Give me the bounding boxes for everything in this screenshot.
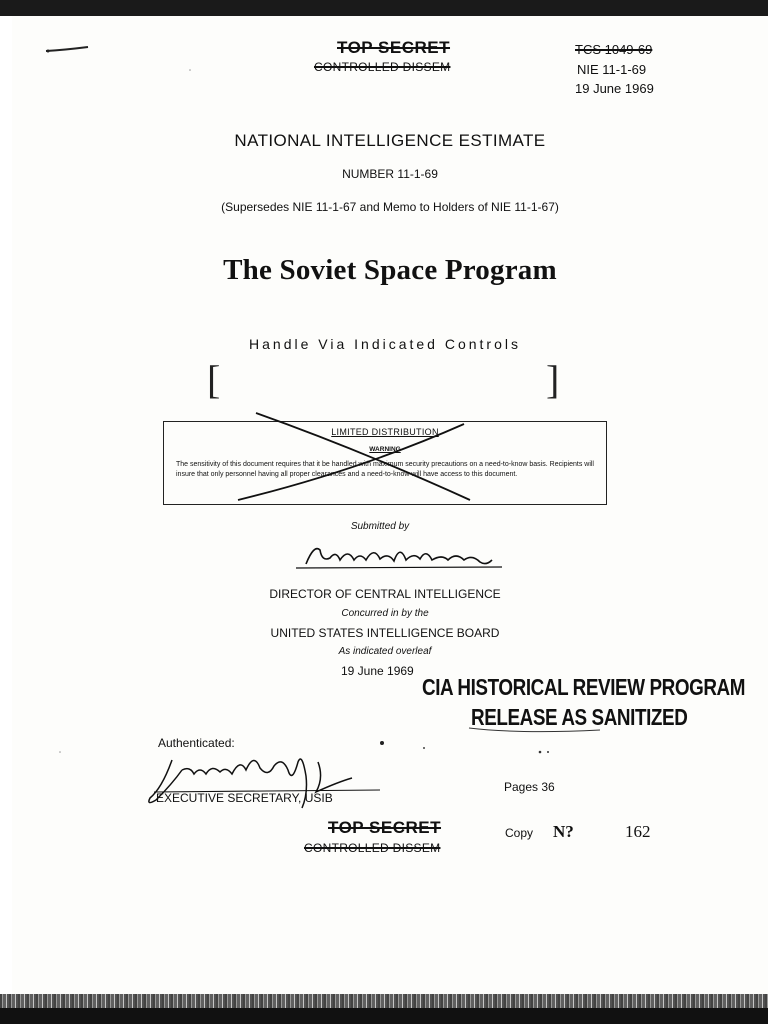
executive-secretary-signature (142, 748, 382, 818)
copy-number-symbol: N? (553, 822, 574, 841)
board-name: UNITED STATES INTELLIGENCE BOARD (270, 626, 500, 640)
submission-date: 19 June 1969 (341, 664, 414, 678)
scan-bottom-border (0, 1008, 768, 1024)
classification-dissem-heading: CONTROLLED DISSEM (314, 60, 451, 74)
limited-distribution-box (163, 421, 607, 505)
left-bracket: [ (207, 357, 221, 402)
authenticated-label: Authenticated: (158, 736, 235, 750)
classification-top-heading: TOP SECRET (337, 38, 451, 57)
director-signature (296, 540, 506, 572)
document-number: NUMBER 11-1-69 (342, 167, 438, 181)
document-date: 19 June 1969 (575, 81, 654, 96)
copy-label: Copy (505, 826, 534, 840)
nie-number: NIE 11-1-69 (577, 62, 647, 77)
tcs-control-number: TCS 1049-69 (575, 42, 653, 57)
submitted-by-label: Submitted by (350, 521, 410, 532)
release-stamp-line2: RELEASE AS SANITIZED (471, 704, 688, 730)
scan-bottom-noise (0, 994, 768, 1008)
warning-label: WARNING (369, 446, 401, 453)
classification-bottom-heading: TOP SECRET (328, 818, 442, 837)
page-title: The Soviet Space Program (223, 254, 557, 286)
scan-mark (44, 42, 94, 56)
right-bracket: ] (546, 357, 560, 402)
copy-number: 162 (625, 822, 651, 841)
supersedes-note: (Supersedes NIE 11-1-67 and Memo to Holders of NIE 11-1-67) (221, 200, 559, 214)
director-title: DIRECTOR OF CENTRAL INTELLIGENCE (269, 587, 501, 601)
document-type-title: NATIONAL INTELLIGENCE ESTIMATE (234, 131, 546, 150)
limited-distribution-text: The sensitivity of this document requires that it be handled with maximum security precautions on a need-to-know basis. Recipients will insure that only personnel having all proper clearances and a need-to-know will have access to this document. (176, 461, 594, 478)
limited-distribution-heading: LIMITED DISTRIBUTION (331, 427, 439, 437)
page-count: Pages 36 (504, 780, 555, 794)
authenticator-title: EXECUTIVE SECRETARY, USIB (156, 791, 333, 805)
scan-top-border (0, 0, 768, 16)
overleaf-note: As indicated overleaf (338, 646, 432, 657)
handling-instruction: Handle Via Indicated Controls (249, 336, 521, 352)
document-page (12, 16, 768, 1008)
concurred-label: Concurred in by the (341, 608, 429, 619)
classification-bottom-dissem: CONTROLLED DISSEM (304, 841, 441, 855)
release-stamp-line1: CIA HISTORICAL REVIEW PROGRAM (422, 674, 746, 700)
